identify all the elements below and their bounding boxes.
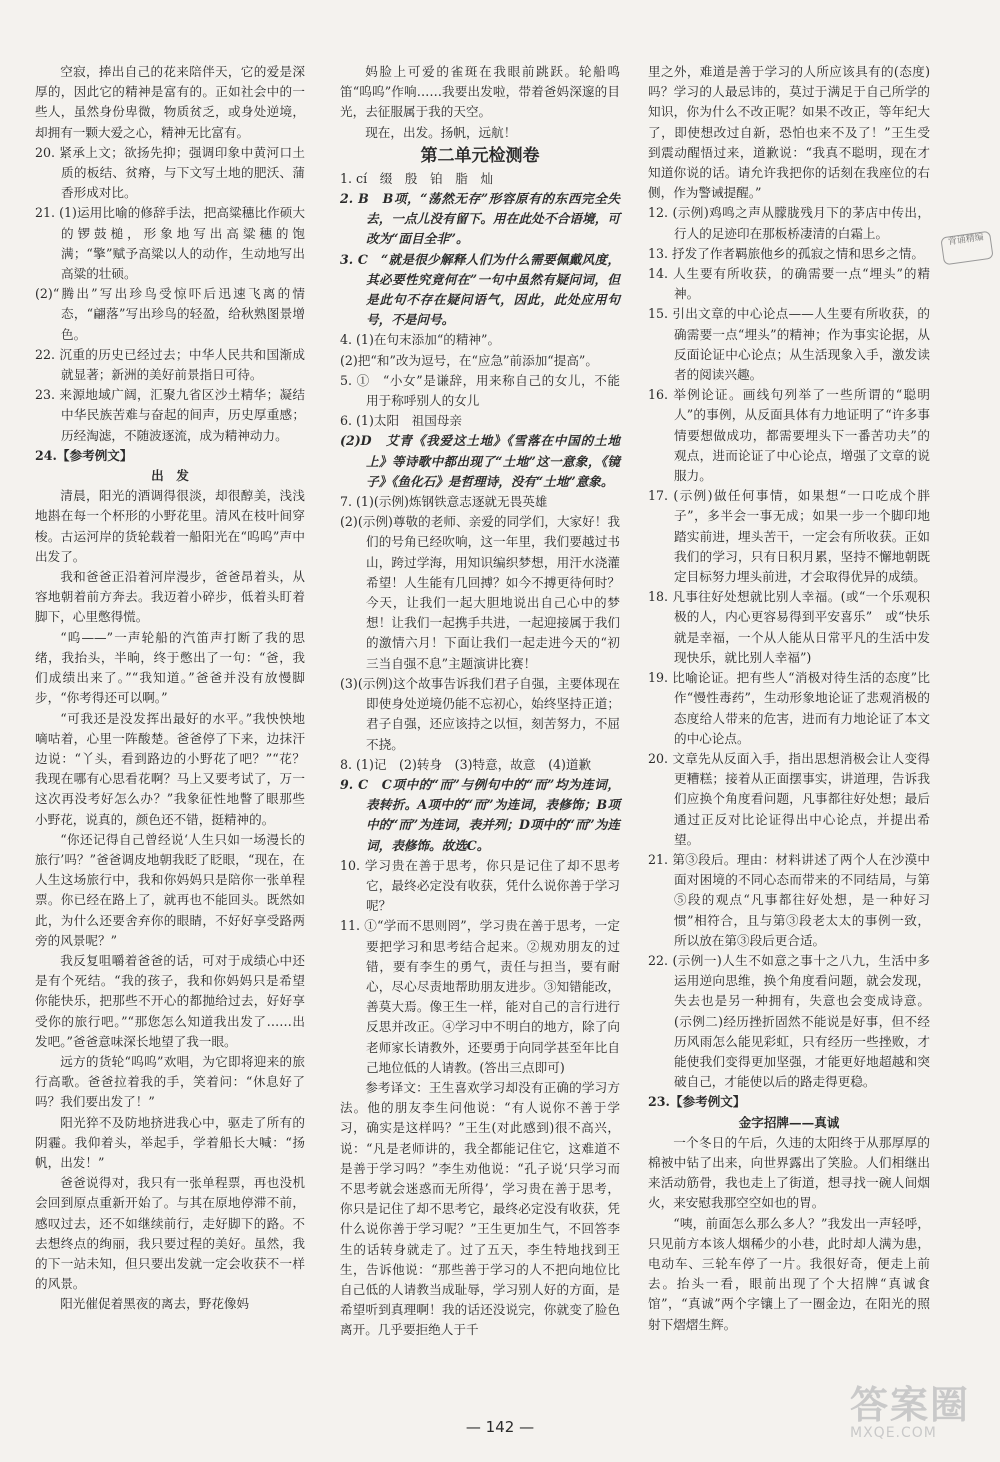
col2-paragraph: 10. 学习贵在善于思考，你只是记住了却不思考它，最终必定没有收获，凭什么说你善于学习呢？	[340, 857, 620, 914]
col1-paragraph: 22. 沉重的历史已经过去；中华人民共和国渐成就显著；新洲的美好前景指日可待。	[35, 346, 305, 383]
col1-paragraph: “呜——”一声轮船的汽笛声打断了我的思绪，我抬头，半晌，终于憋出了一句：“爸，我们成绩出来了。”“我知道。”爸爸并没有放慢脚步，“你考得还可以啊。”	[35, 629, 305, 706]
col2-paragraph: (2)(示例)尊敬的老师、亲爱的同学们，大家好！我们的号角已经吹响，这一年里，我们要越过书山，跨过学海，用知识编织梦想，用汗水浇灌希望！人生能有几回搏？如今不搏更待何时？今天，让我们一起大胆地说出自己心中的梦想！让我们一起携手共进，一起迎接属于我们的激情六月！下面让我们一起走进今天的“初三当自强不息”主题演讲比赛！	[340, 514, 620, 671]
col2-paragraph: 11. ①“学而不思则罔”，学习贵在善于思考，一定要把学习和思考结合起来。②规劝朋友的过错，要有李生的勇气，责任与担当，要有耐心，尽心尽责地帮助朋友进步。③知错能改，善莫大焉。像王生一样，能对自己的言行进行反思并改正。④学习中不明白的地方，除了向老师家长请教外，还要勇于向同学甚至年比自己地位低的人请教。(答出三点即可)	[340, 918, 620, 1075]
col1-paragraph: 出 发	[151, 468, 189, 484]
col1-paragraph: “你还记得自己曾经说‘人生只如一场漫长的旅行’吗？”爸爸调皮地朝我眨了眨眼，“现在，在人生这场旅行中，我和你妈妈只是陪你一张单程票。你已经在路上了，就再也不能回头。既然如此，为什么还要舍弃你的眼睛，不好好享受路两旁的风景呢？”	[35, 831, 305, 948]
col2-paragraph: (3)(示例)这个故事告诉我们君子自强，主要体现在即使身处逆境仍能不忘初心，始终坚持正道；君子自强，还应该持之以恒，刻苦努力，不屈不挠。	[340, 675, 620, 752]
watermark-main: 答案圈	[850, 1383, 971, 1427]
col2-paragraph: 妈脸上可爱的雀斑在我眼前跳跃。轮船鸣笛“呜呜”作响……我要出发啦，带着爸妈深邃的目光，去征服属于我的天空。	[340, 64, 620, 120]
col1-paragraph: 20. 紧承上文；欲扬先抑；强调印象中黄河口土质的板结、贫瘠，与下文写土地的肥沃、蒲香形成对比。	[35, 144, 305, 201]
col3-paragraph: 22. (示例一)人生不如意之事十之八九，生活中多运用逆向思维，换个角度看问题，就会发现，失去也是另一种拥有，失意也会变成诗意。(示例二)经历挫折固然不能说是好事，但不经历风雨怎么能见彩虹，只有经历一些挫败，才能使我们变得更加坚强，才能更好地超越和突破自己，才能使以后的路走得更稳。	[648, 952, 930, 1090]
col1-paragraph: 爸爸说得对，我只有一张单程票，再也没机会回到原点重新开始了。与其在原地停滞不前，感叹过去，还不如继续前行，走好脚下的路。不去想终点的绚丽，我只要过程的美好。虽然，我的下一站未知，但只要出发就一定会收获不一样的风景。	[35, 1175, 305, 1292]
col2-paragraph: 4. (1)在句末添加“的精神”。	[340, 332, 501, 348]
column-left	[35, 62, 305, 1315]
col3-paragraph: 18. 凡事往好处想就比别人幸福。(或“一个乐观积极的人，内心更容易得到平安喜乐” 或“快乐就是幸福，一个从人能从日常平凡的生活中发现快乐，就比别人幸福”)	[648, 589, 930, 665]
col2-paragraph: 6. (1)太阳 祖国母亲	[340, 413, 463, 429]
col1-paragraph: 我和爸爸正沿着河岸漫步，爸爸昂着头，从容地朝着前方奔去。我迈着小碎步，低着头盯着脚下，心里憋得慌。	[35, 569, 305, 625]
col2-paragraph: (2)把“和”改为逗号，在“应急”前添加“提高”。	[340, 352, 598, 368]
col1-paragraph: (2)“腾出”写出珍鸟受惊吓后迅速飞离的情态，“翩落”写出珍鸟的轻盈，给秋熟图景增色。	[35, 286, 305, 342]
watermark-sub: MXQE.COM	[850, 1425, 937, 1441]
col1-paragraph: 21. (1)运用比喻的修辞手法，把高粱穗比作硕大的锣鼓槌，形象地写出高粱穗的饱满；“擎”赋予高粱以人的动作，生动地写出高粱的壮硕。	[35, 205, 305, 282]
col1-paragraph: 我反复咀嚼着爸爸的话，可对于成绩心中还是有个死结。“我的孩子，我和你妈妈只是希望你能快乐，把那些不开心的都抛给过去，好好享受你的旅行吧。”“那您怎么知道我出发了……出发吧。”爸爸意味深长地望了我一眼。	[35, 952, 305, 1049]
col3-paragraph: 20. 文章先从反面入手，指出思想消极会让人变得更糟糕；接着从正面摆事实，讲道理，告诉我们应换个角度看问题，凡事都往好处想；最后通过正反对比论证得出中心论点，并提出希望。	[648, 750, 930, 847]
column-right	[648, 62, 930, 1335]
col3-paragraph: 23.【参考例文】	[648, 1094, 746, 1110]
watermark-logo	[850, 1385, 980, 1455]
col2-paragraph: 8. (1)记 (2)转身 (3)特意，故意 (4)道歉	[340, 756, 592, 772]
col3-paragraph: 一个冬日的午后，久违的太阳终于从那厚厚的棉被中钻了出来，向世界露出了笑脸。人们相继出来活动筋骨，我也走上了街道，想寻找一碗人间烟火，来安慰我那空空如也的胃。	[648, 1134, 930, 1211]
col1-paragraph: 清晨，阳光的酒调得很淡，却很醇美，浅浅地斟在每一个杯形的小野花里。清风在枝叶间穿梭。古运河岸的货轮载着一船阳光在“呜呜”声中出发了。	[35, 488, 305, 564]
col3-paragraph: 16. 举例论证。画线句列举了一些所谓的“聪明人”的事例，从反面具体有力地证明了“许多事情要想做成功，都需要埋头下一番苦功夫”的观点，进而论证了中心论点，增强了文章的说服力。	[648, 387, 930, 484]
col2-paragraph: (2)D 艾青《我爱这土地》《雪落在中国的土地上》等诗歌中都出现了“土地”这一意象，《镜子》《鱼化石》是哲理诗，没有“土地”意象。	[340, 433, 620, 489]
col2-paragraph: 3. C “就是很少解释人们为什么需要佩戴风度，其必要性究竟何在”一句中虽然有疑问词，但是此句不存在疑问语气，因此，此处应用句号，不是问号。	[340, 251, 620, 328]
col3-paragraph: 14. 人生要有所收获，的确需要一点“埋头”的精神。	[648, 266, 930, 302]
col1-paragraph: 空寂，捧出自己的花来陪伴天，它的爱是深厚的，因此它的精神是富有的。正如社会中的一些人，虽然身份卑微，物质贫乏，或身处逆境，却拥有一颗大爱之心，精神无比富有。	[35, 64, 305, 140]
col3-paragraph: 15. 引出文章的中心论点——人生要有所收获，的确需要一点“埋头”的精神；作为事实论据，从反面论证中心论点；从生活现象入手，激发读者的阅读兴趣。	[648, 306, 930, 383]
col2-paragraph: 9. C C项中的“而”与例句中的“而”均为连词，表转折。A项中的“而”为连词，表修饰；B项中的“而”为连词，表并列；D项中的“而”为连词，表修饰。故选C。	[340, 776, 620, 853]
page-number: — 142 —	[465, 1418, 535, 1436]
col2-paragraph: 2. B B项，“荡然无存”形容原有的东西完全失去，一点儿没有留下。用在此处不合语境，可改为“面目全非”。	[340, 191, 620, 247]
col2-paragraph: 第二单元检测卷	[420, 145, 540, 166]
col3-paragraph: 里之外，难道是善于学习的人所应该具有的(态度)吗？学习的人最忌讳的，莫过于满足于自己所学的知识，你为什么不改正呢？如果不改正，等年纪大了，即使想改过自新，恐怕也来不及了！”王生受到震动醒悟过来，道歉说：“我真不聪明，现在才知道你说的话。请允许我把你的话刻在我座位的右侧，作为警诫提醒。”	[648, 64, 930, 201]
col2-paragraph: 1. cí 缀 殷 铂 脂 灿	[340, 170, 494, 186]
col2-paragraph: 现在，出发。扬帆，远航！	[365, 124, 517, 140]
col1-paragraph: 阳光猝不及防地挤进我心中，驱走了所有的阴霾。我仰着头，举起手，学着船长大喊：“扬帆，出发！”	[35, 1114, 305, 1170]
column-middle	[340, 62, 620, 1341]
col2-paragraph: 7. (1)(示例)炼钢铁意志逐就无畏英雄	[340, 494, 548, 510]
col3-paragraph: 12. (示例)鸡鸣之声从朦胧残月下的茅店中传出，行人的足迹印在那板桥凄清的白霜上。	[648, 205, 930, 241]
col1-paragraph: 23. 来源地域广阔，汇聚九省区沙土精华；凝结中华民族苦难与奋起的间声，历史厚重感；历经淘滤，不随波逐流，成为精神动力。	[35, 387, 305, 443]
col2-paragraph: 参考译文：王生喜欢学习却没有正确的学习方法。他的朋友李生问他说：“有人说你不善于学习，确实是这样吗？”王生(对此感到)很不高兴，说：“凡是老师讲的，我全都能记住它，这难道不是善于学习吗？”李生劝他说：“孔子说‘只学习而不思考就会迷惑而无所得’，学习贵在善于思考，你只是记住了却不思考它，最终必定没有收获，凭什么说你善于学习呢？”王生更加生气，不回答李生的话转身就走了。过了五天，李生特地找到王生，告诉他说：“那些善于学习的人不把向地位比自己低的人请教当成耻辱，学习别人好的方面，是希望听到真理啊！我的话还没说完，你就变了脸色离开。几乎要拒绝人于千	[340, 1079, 620, 1338]
col1-paragraph: 24.【参考例文】	[35, 447, 133, 463]
col1-paragraph: 远方的货轮“呜呜”欢唱，为它即将迎来的旅行高歌。爸爸拉着我的手，笑着问：“休息好了吗？我们要出发了！”	[35, 1053, 305, 1110]
col3-paragraph: “咦，前面怎么那么多人？”我发出一声轻呼，只见前方本该人烟稀少的小巷，此时却人满为患，电动车、三轮车停了一片。我很好奇，便走上前去。抬头一看，眼前出现了个大招牌“真诚食馆”，“真诚”两个字镶上了一圈金边，在阳光的照射下熠熠生辉。	[648, 1215, 930, 1332]
col2-paragraph: 5. ① “小女”是谦辞，用来称自己的女儿，不能用于称呼别人的女儿	[340, 372, 620, 409]
stamp-mark: 背诵精编	[940, 231, 993, 266]
col3-paragraph: 17. (示例)做任何事情，如果想“一口吃成个胖子”，多半会一事无成；如果一步一个脚印地踏实前进，埋头苦干，一定会有所收获。正如我们的学习，只有日积月累，坚持不懈地朝既定目标努力埋头前进，才会取得优异的成绩。	[648, 488, 930, 585]
col3-paragraph: 19. 比喻论证。把有些人“消极对待生活的态度”比作“慢性毒药”，生动形象地论证了悲观消极的态度给人带来的危害，进而有力地论证了本文的中心论点。	[648, 670, 930, 746]
col1-paragraph: 阳光催促着黑夜的离去，野花像妈	[60, 1296, 250, 1312]
col3-paragraph: 13. 抒发了作者羁旅他乡的孤寂之情和思乡之情。	[648, 245, 924, 261]
col3-paragraph: 21. 第③段后。理由：材料讲述了两个人在沙漠中面对困境的不同心态而带来的不同结局，与第⑤段的观点“凡事都往好处想，是一种好习惯”相符合，且与第③段老太太的事例一致，所以放在第③段后更合适。	[648, 851, 930, 948]
col3-paragraph: 金字招牌——真诚	[738, 1114, 840, 1130]
col1-paragraph: “可我还是没发挥出最好的水平。”我怏怏地嘀咕着，心里一阵酸楚。爸爸停了下来，边抹汗边说：“丫头，看到路边的小野花了吧？”“花？我现在哪有心思看花啊？马上又要考试了，万一这次再没考好怎么办？”我象征性地瞥了眼那些小野花，说真的，颜色还不错，挺精神的。	[35, 710, 305, 827]
